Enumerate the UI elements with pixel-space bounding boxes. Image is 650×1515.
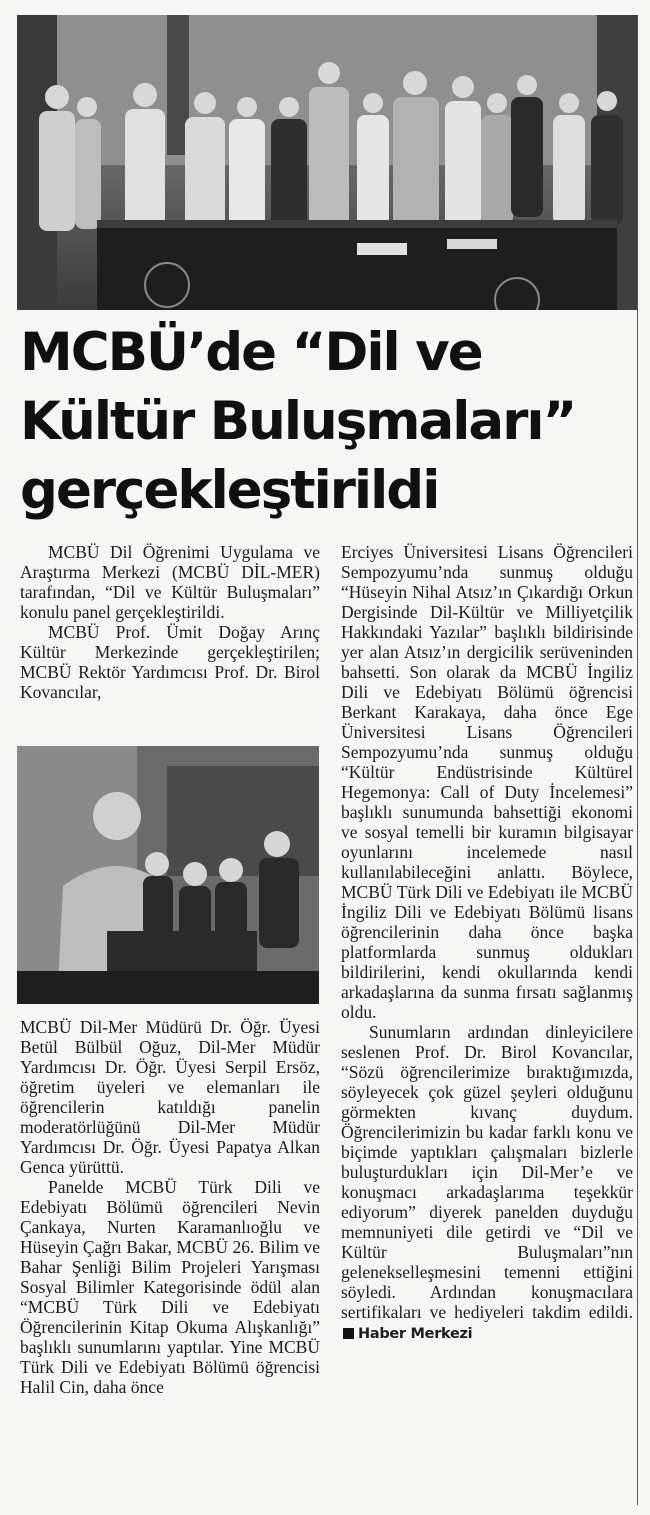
paragraph: Panelde MCBÜ Türk Dili ve Edebiyatı Bölümü öğrencileri Nevin Çankaya, Nurten Karamanlıoğlu ve Hüseyin Çağrı Bakar, MCBÜ 26. Bilim ve Bahar Şenliği Bilim Projeleri Yarışması Sosyal Bilimler Kategorisinde ödül alan “MCBÜ Türk Dili ve Edebiyatı Öğrencilerinin Kitap Okuma Alışkanlığı” başlıklı sunumlarını yaptılar. Yine MCBÜ Türk Dili ve Edebiyatı Bölümü öğrencisi Halil Cin, daha önce: [20, 1177, 320, 1397]
square-bullet-icon: [343, 1328, 354, 1339]
group-photo-icon: [17, 15, 637, 310]
paragraph: MCBÜ Prof. Ümit Doğay Arınç Kültür Merkezinde gerçekleştirilen; MCBÜ Rektör Yardımcısı Prof. Dr. Birol Kovancılar,: [20, 622, 320, 702]
group-photo: [17, 15, 637, 310]
byline-text: Haber Merkezi: [358, 1326, 473, 1342]
speaker-photo: [17, 746, 319, 1004]
paragraph: MCBÜ Dil-Mer Müdürü Dr. Öğr. Üyesi Betül Bülbül Oğuz, Dil-Mer Müdür Yardımcısı Dr. Öğr. Üyesi Serpil Ersöz, öğretim üyeleri ve elemanları ile öğrencilerin katıldığı panelin moderatörlüğünü Dil-Mer Müdür Yardımcısı Dr. Öğr. Üyesi Papatya Alkan Genca yürüttü.: [20, 1017, 320, 1177]
left-column-bottom: [20, 1017, 320, 1397]
paragraph-text: Sunumların ardından dinleyicilere seslenen Prof. Dr. Birol Kovancılar, “Sözü öğrencilerimize bıraktığımızda, söyleyecek çok güzel şeyleri olduğunu görmekten kıvanç duydum. Öğrencilerimizin bu kadar farklı konu ve biçimde yaptıkları çalışmaları bizlerle buluşturdukları için Dil-Mer’e ve konuşmacı arkadaşlarıma teşekkür ediyorum” diyerek panelden duyduğu memnuniyeti dile getirdi ve “Dil ve Kültür Buluşmaları”nın gelenekselleşmesini temenni ettiğini söyledi. Ardından konuşmacılara sertifikaları ve hediyeleri takdim edildi.: [341, 1022, 633, 1322]
paragraph-with-byline: [341, 1022, 633, 1344]
right-column: [341, 542, 633, 1344]
paragraph: Erciyes Üniversitesi Lisans Öğrencileri Sempozyumu’nda sunmuş olduğu “Hüseyin Nihal Atsız’ın Çıkardığı Orkun Dergisinde Dil-Kültür ve Milliyetçilik Hakkındaki Yazılar” başlıklı bildirisinde yer alan Atsız’ın dergicilik serüveninden bahsetti. Son olarak da MCBÜ İngiliz Dili ve Edebiyatı Bölümü öğrencisi Berkant Karakaya, daha önce Ege Üniversitesi Lisans Öğrencileri Sempozyumu’nda sunmuş olduğu “Kültür Endüstrisinde Kültürel Hegemonya: Call of Duty İncelemesi” başlıklı sunumunda bahsettiği ekonomi ve sosyal temelli bir kuramın bilgisayar oyunlarını incelemede nasıl kullanılabileceğini anlattı. Böylece, MCBÜ Türk Dili ve Edebiyatı ile MCBÜ İngiliz Dili ve Edebiyatı Bölümü lisans öğrencilerinin daha önce başka platformlarda sunmuş oldukları bildirilerini, kendi okullarında kendi arkadaşlarına da sunma fırsatı sağlanmış oldu.: [341, 542, 633, 1022]
paragraph: MCBÜ Dil Öğrenimi Uygulama ve Araştırma Merkezi (MCBÜ DİL-MER) tarafından, “Dil ve Kültür Buluşmaları” konulu panel gerçekleştirildi.: [20, 542, 320, 622]
left-column-top: [20, 542, 320, 702]
page-edge-rule: [637, 15, 638, 1505]
speaker-photo-icon: [17, 746, 319, 1004]
byline: [341, 1326, 472, 1342]
headline: MCBÜ’de “Dil ve Kültür Buluşmaları” gerçekleştirildi: [20, 322, 576, 521]
